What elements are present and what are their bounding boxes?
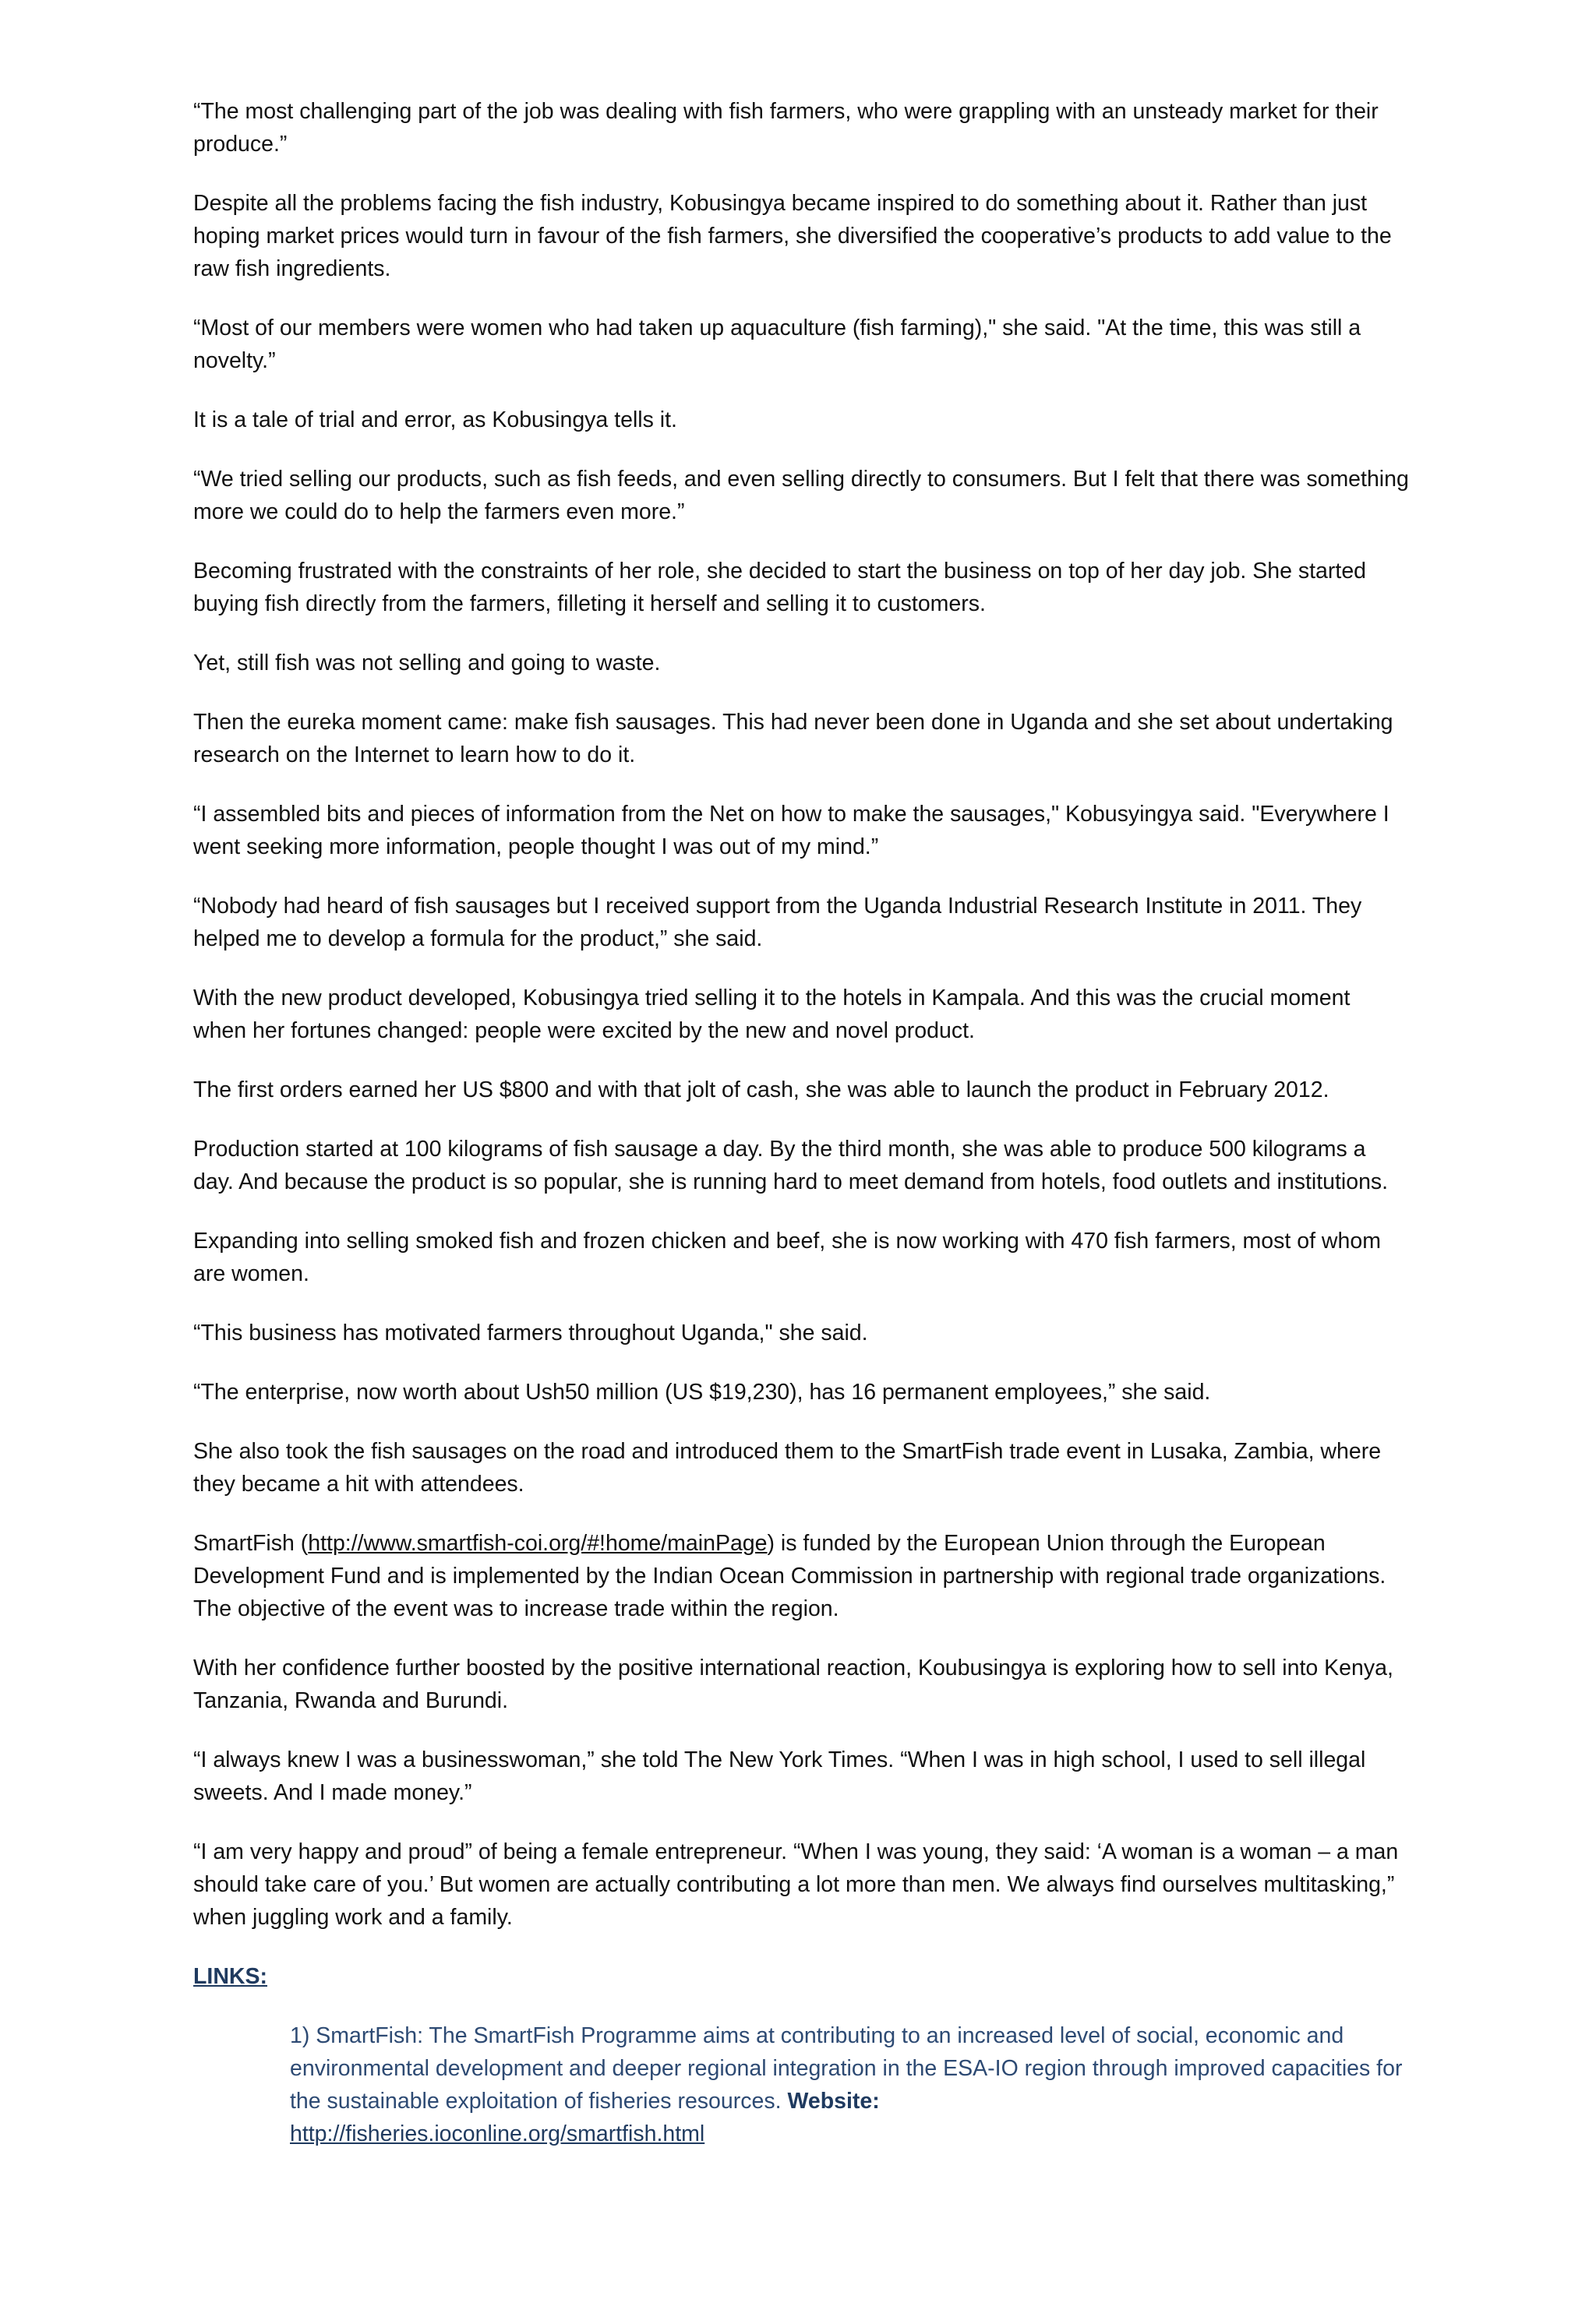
links-item (290, 2019, 1409, 2150)
paragraph: “Nobody had heard of fish sausages but I received support from the Uganda Industrial Research Institute in 2011. They helped me to develop a formula for the product,” she said. (193, 894, 1362, 951)
paragraph: Then the eureka moment came: make fish sausages. This had never been done in Uganda and she set about undertaking research on the Internet to learn how to do it. (193, 710, 1393, 767)
paragraph: “Most of our members were women who had taken up aquaculture (fish farming)," she said. "At the time, this was still a novelty.” (193, 316, 1361, 373)
paragraph: “This business has motivated farmers throughout Uganda," she said. (193, 1321, 868, 1345)
paragraph: Expanding into selling smoked fish and frozen chicken and beef, she is now working with 470 fish farmers, most of whom are women. (193, 1229, 1381, 1286)
smartfish-suffix: ) is funded by the European Union through the European Development Fund and is implemented by the Indian Ocean Commission in partnership with regional trade organizations. The objective of the event was to increase trade within the region. (193, 1531, 1386, 1621)
links-item-text: 1) SmartFish: The SmartFish Programme aims at contributing to an increased level of social, economic and environmental development and deeper regional integration in the ESA-IO region through improved capacities for the sustainable exploitation of fisheries resources. (290, 2023, 1403, 2114)
paragraph: “I am very happy and proud” of being a female entrepreneur. “When I was young, they said: ‘A woman is a woman – a man should take care of you.’ But women are actually contributing a lot more than men. We always find ourselves multitasking,” when juggling work and a family. (193, 1839, 1399, 1930)
paragraph: Production started at 100 kilograms of fish sausage a day. By the third month, she was able to produce 500 kilograms a day. And because the product is so popular, she is running hard to meet demand from hotels, food outlets and institutions. (193, 1137, 1389, 1194)
paragraph: “I assembled bits and pieces of information from the Net on how to make the sausages," Kobusyingya said. "Everywhere I went seeking more information, people thought I was out of my mind.” (193, 802, 1389, 859)
paragraph: “The enterprise, now worth about Ush50 million (US $19,230), has 16 permanent employees,” she said. (193, 1380, 1211, 1405)
website-link[interactable]: http://fisheries.ioconline.org/smartfish.html (290, 2121, 705, 2146)
paragraph: Becoming frustrated with the constraints of her role, she decided to start the business on top of her day job. She started buying fish directly from the farmers, filleting it herself and selling it to customers. (193, 559, 1367, 616)
paragraph: Despite all the problems facing the fish industry, Kobusingya became inspired to do something about it. Rather than just hoping market prices would turn in favour of the fish farmers, she diversified the cooperative’s products to add value to the raw fish ingredients. (193, 191, 1392, 281)
links-heading: LINKS: (193, 1964, 267, 1989)
paragraph: “We tried selling our products, such as fish feeds, and even selling directly to consumers. But I felt that there was something more we could do to help the farmers even more.” (193, 467, 1409, 524)
website-label: Website: (787, 2089, 880, 2114)
paragraph: With the new product developed, Kobusingya tried selling it to the hotels in Kampala. And this was the crucial moment when her fortunes changed: people were excited by the new and novel product. (193, 986, 1351, 1043)
document-page (193, 95, 1409, 2150)
paragraph: “I always knew I was a businesswoman,” she told The New York Times. “When I was in high school, I used to sell illegal sweets. And I made money.” (193, 1747, 1366, 1805)
smartfish-paragraph (193, 1527, 1409, 1625)
paragraph: Yet, still fish was not selling and going to waste. (193, 651, 661, 675)
paragraph: It is a tale of trial and error, as Kobusingya tells it. (193, 407, 677, 432)
smartfish-link[interactable]: http://www.smartfish-coi.org/#!home/mainPage (308, 1531, 768, 1556)
paragraph: With her confidence further boosted by the positive international reaction, Koubusingya is exploring how to sell into Kenya, Tanzania, Rwanda and Burundi. (193, 1656, 1393, 1713)
paragraph: She also took the fish sausages on the road and introduced them to the SmartFish trade event in Lusaka, Zambia, where they became a hit with attendees. (193, 1439, 1382, 1497)
paragraph: “The most challenging part of the job was dealing with fish farmers, who were grappling with an unsteady market for their produce.” (193, 99, 1379, 157)
paragraph: The first orders earned her US $800 and with that jolt of cash, she was able to launch the product in February 2012. (193, 1077, 1329, 1102)
smartfish-prefix: SmartFish ( (193, 1531, 309, 1556)
